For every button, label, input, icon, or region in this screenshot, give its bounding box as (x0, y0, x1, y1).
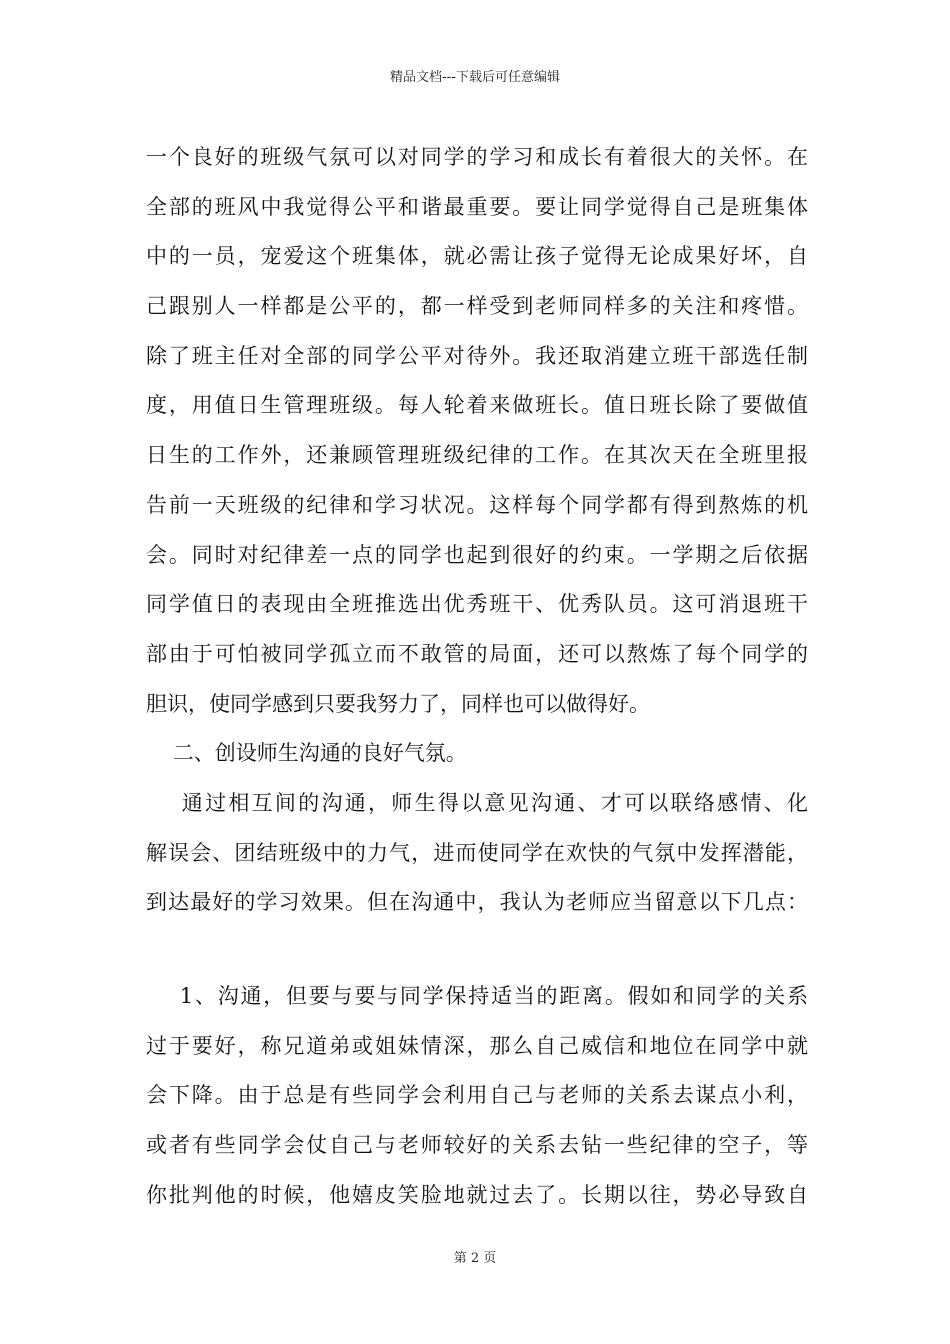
paragraph-class-atmosphere (146, 133, 808, 729)
text-line: 1、沟通，但要与要与同学保持适当的距离。假如和同学的关系 (146, 984, 808, 1008)
document-body (146, 133, 808, 1220)
text-line: 过于要好，称兄道弟或姐妹情深，那么自己威信和地位在同学中就 (146, 1033, 808, 1058)
paragraph-point-one (146, 972, 808, 1220)
text-line: 你批判他的时候，他嬉皮笑脸地就过去了。长期以往，势必导致自 (146, 1182, 808, 1207)
paragraph-gap (146, 928, 808, 972)
text-line: 会下降。由于总是有些同学会利用自己与老师的关系去谋点小利， (146, 1083, 808, 1108)
text-line: 度，用值日生管理班级。每人轮着来做班长。值日班长除了要做值 (146, 393, 808, 418)
page-number: 第 2 页 (453, 1251, 497, 1266)
text-line: 全部的班风中我觉得公平和谐最重要。要让同学觉得自己是班集体 (146, 194, 808, 219)
section-heading (146, 729, 808, 779)
text-line: 日生的工作外，还兼顾管理班级纪律的工作。在其次天在全班里报 (146, 443, 808, 468)
page-header: 精品文档---下载后可任意编辑 (389, 70, 561, 85)
text-line: 解误会、团结班级中的力气，进而使同学在欢快的气氛中发挥潜能， (146, 840, 808, 865)
text-line: 一个良好的班级气氛可以对同学的学习和成长有着很大的关怀。在 (146, 145, 808, 169)
text-line: 中的一员，宠爱这个班集体，就必需让孩子觉得无论成果好坏，自 (146, 244, 808, 269)
text-line: 除了班主任对全部的同学公平对待外。我还取消建立班干部选任制 (146, 343, 808, 368)
text-line: 通过相互间的沟通，师生得以意见沟通、才可以联络感情、化 (146, 790, 808, 815)
text-line: 到达最好的学习效果。但在沟通中，我认为老师应当留意以下几点： (146, 890, 808, 915)
text-line: 告前一天班级的纪律和学习状况。这样每个同学都有得到熬炼的机 (146, 492, 808, 517)
text-line: 胆识，使同学感到只要我努力了，同样也可以做得好。 (146, 691, 650, 716)
text-line: 会。同时对纪律差一点的同学也起到很好的约束。一学期之后依据 (146, 542, 808, 567)
text-line: 己跟别人一样都是公平的，都一样受到老师同样多的关注和疼惜。 (146, 294, 808, 319)
text-line: 同学值日的表现由全班推选出优秀班干、优秀队员。这可消退班干 (146, 592, 808, 617)
text-line: 部由于可怕被同学孤立而不敢管的局面，还可以熬炼了每个同学的 (146, 641, 808, 666)
paragraph-communication (146, 779, 808, 928)
text-line: 或者有些同学会仗自己与老师较好的关系去钻一些纪律的空子，等 (146, 1133, 808, 1158)
text-line: 二、创设师生沟通的良好气氛。 (146, 741, 467, 766)
